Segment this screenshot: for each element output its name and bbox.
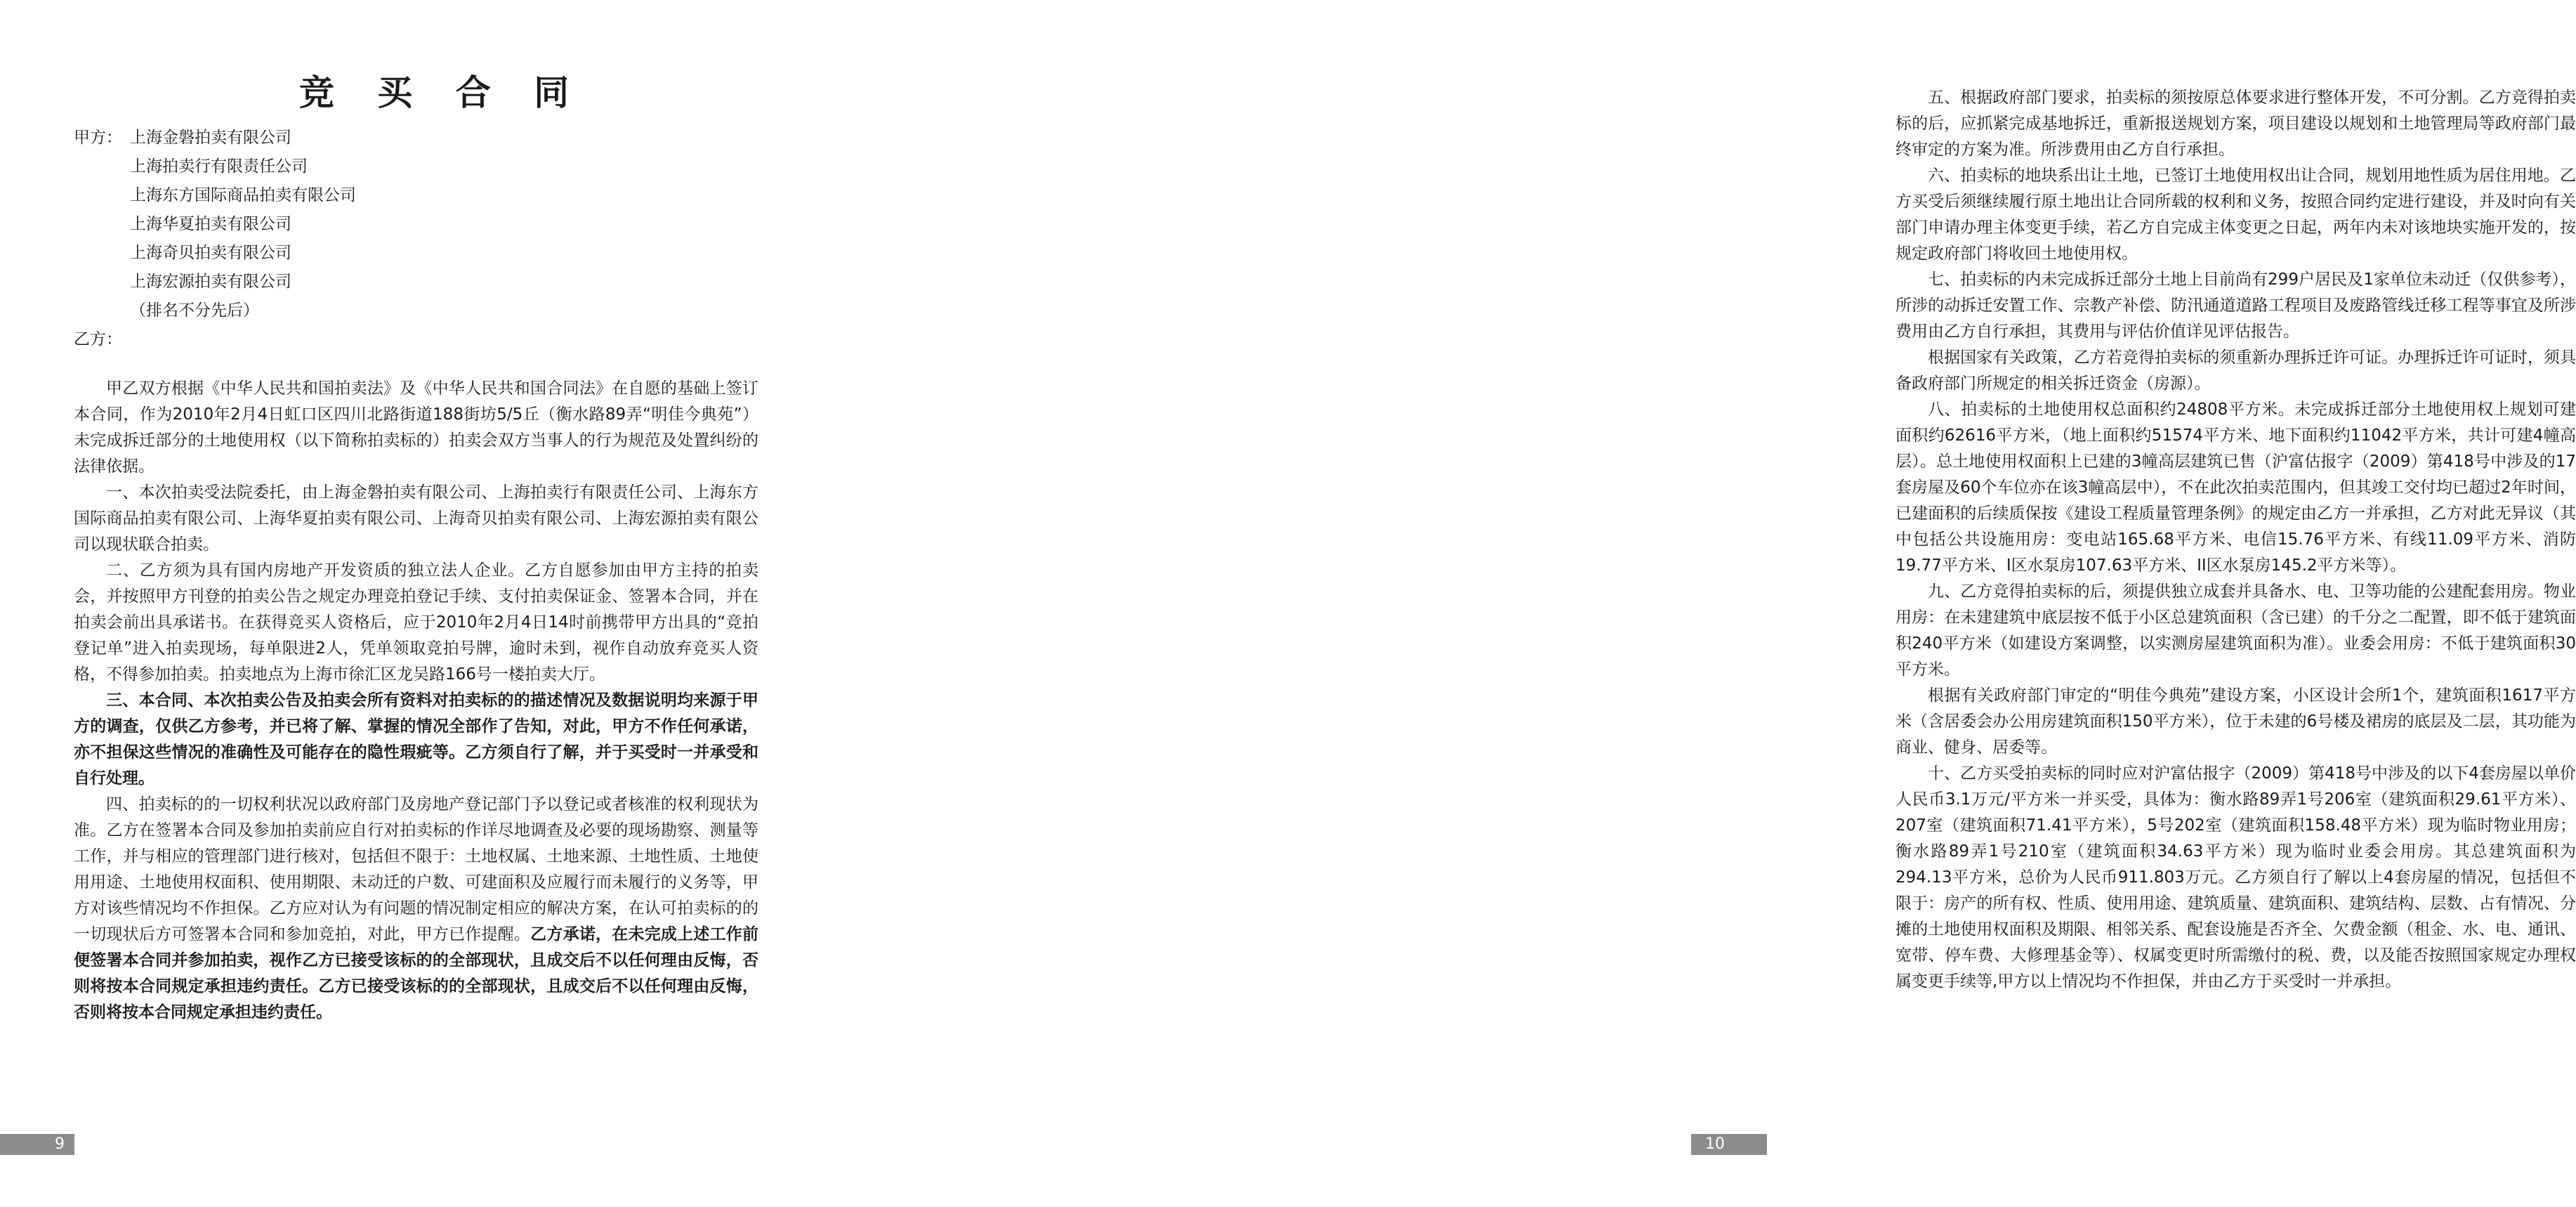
party-a-name: 上海拍卖行有限责任公司: [130, 157, 308, 176]
text-run: 二、乙方须为具有国内房地产开发资质的独立法人企业。乙方自愿参加由甲方主持的拍卖会，并按照甲方刊登的拍卖公告之规定办理竞拍登记手续、支付拍卖保证金、签署本合同，并在拍卖会前出具承诺书。在获得竞买人资格后，应于2010年2月4日14时前携带甲方出具的“竞拍登记单”进入拍卖现场，每单限进2人，凭单领取竞拍号牌，逾时未到，视作自动放弃竞买人资格，不得参加拍卖。拍卖地点为上海市徐汇区龙吴路166号一楼拍卖大厅。: [74, 561, 758, 684]
page-number-tab: 9: [0, 1134, 74, 1155]
contract-paragraph: [1895, 761, 2576, 995]
text-run: 根据国家有关政策，乙方若竞得拍卖标的须重新办理拆迁许可证。办理拆迁许可证时，须具备政府部门所规定的相关拆迁资金（房源）。: [1895, 348, 2576, 393]
right-page: [883, 0, 2576, 1207]
text-run: 根据有关政府部门审定的“明佳今典苑”建设方案，小区设计会所1个，建筑面积1617平方米（含居委会办公用房建筑面积150平方米），位于未建的6号楼及裙房的底层及二层，其功能为商业、健身、居委等。: [1895, 686, 2576, 757]
left-page: [0, 0, 883, 1207]
contract-paragraph: [74, 376, 758, 480]
contract-paragraph: [1895, 85, 2576, 163]
contract-paragraph: [74, 480, 758, 558]
text-run: 甲乙双方根据《中华人民共和国拍卖法》及《中华人民共和国合同法》在自愿的基础上签订本合同，作为2010年2月4日虹口区四川北路街道188街坊5/5丘（衡水路89弄“明佳今典苑”）未完成拆迁部分的土地使用权（以下简称拍卖标的）拍卖会双方当事人的行为规范及处置纠纷的法律依据。: [74, 379, 758, 476]
ranking-note: （排名不分先后）: [130, 301, 259, 320]
text-run: 七、拍卖标的内未完成拆迁部分土地上目前尚有299户居民及1家单位未动迁（仅供参考），所涉的动拆迁安置工作、宗教产补偿、防汛通道道路工程项目及废路管线迁移工程等事宜及所涉费用由乙方自行承担，其费用与评估价值详见评估报告。: [1895, 270, 2576, 341]
left-text-column: [74, 376, 758, 1026]
contract-paragraph: [1895, 683, 2576, 761]
contract-paragraph: [1895, 397, 2576, 579]
text-run: 四、拍卖标的的一切权利状况以政府部门及房地产登记部门予以登记或者核准的权利现状为准。乙方在签署本合同及参加拍卖前应自行对拍卖标的作详尽地调查及必要的现场勘察、测量等工作，并与相应的管理部门进行核对，包括但不限于：土地权属、土地来源、土地性质、土地使用用途、土地使用权面积、使用期限、未动迁的户数、可建面积及应履行而未履行的义务等，甲方对该些情况均不作担保。乙方应对认为有问题的情况制定相应的解决方案，在认可拍卖标的的一切现状后方可签署本合同和参加竞拍，对此，甲方已作提醒。: [74, 795, 758, 944]
text-run: 八、拍卖标的土地使用权总面积约24808平方米。未完成拆迁部分土地使用权上规划可建面积约62616平方米，（地上面积约51574平方米、地下面积约11042平方米，共计可建4幢高层）。总土地使用权面积上已建的3幢高层建筑已售（沪富估报字（2009）第418号中涉及的17套房屋及60个车位亦在该3幢高层中），不在此次拍卖范围内，但其竣工交付均已超过2年时间，已建面积的后续质保按《建设工程质量管理条例》的规定由乙方一并承担，乙方对此无异议（其中包括公共设施用房：变电站165.68平方米、电信15.76平方米、有线11.09平方米、消防19.77平方米、I区水泵房107.63平方米、II区水泵房145.2平方米等）。: [1895, 400, 2576, 575]
party-b-label: 乙方：: [74, 330, 122, 348]
party-a-name: 上海金磐拍卖有限公司: [130, 129, 291, 147]
text-run: 一、本次拍卖受法院委托，由上海金磐拍卖有限公司、上海拍卖行有限责任公司、上海东方国际商品拍卖有限公司、上海华夏拍卖有限公司、上海奇贝拍卖有限公司、上海宏源拍卖有限公司以现状联合拍卖。: [74, 483, 758, 554]
party-a-name: 上海宏源拍卖有限公司: [130, 273, 291, 291]
bold-text-run: 三、本合同、本次拍卖公告及拍卖会所有资料对拍卖标的的描述情况及数据说明均来源于甲方的调查，仅供乙方参考，并已将了解、掌握的情况全部作了告知，对此，甲方不作任何承诺，亦不担保这些情况的准确性及可能存在的隐性瑕疵等。乙方须自行了解，并于买受时一并承受和自行处理。: [74, 691, 758, 788]
text-run: 五、根据政府部门要求，拍卖标的须按原总体要求进行整体开发，不可分割。乙方竞得拍卖标的后，应抓紧完成基地拆迁，重新报送规划方案，项目建设以规划和土地管理局等政府部门最终审定的方案为准。所涉费用由乙方自行承担。: [1895, 89, 2576, 159]
bold-text-run: 乙方承诺，在未完成上述工作前便签署本合同并参加拍卖，视作乙方已接受该标的的全部现状，且成交后不以任何理由反悔，否则将按本合同规定承担违约责任。乙方已接受该标的的全部现状，且成交后不以任何理由反悔，否则将按本合同规定承担违约责任。: [74, 925, 759, 1022]
contract-paragraph: [1895, 163, 2576, 267]
document-title: 竞 买 合 同: [298, 72, 585, 113]
party-b-line: [74, 325, 776, 354]
parties-block: [74, 124, 776, 354]
contract-paragraph: [1895, 345, 2576, 397]
contract-paragraph: [1895, 267, 2576, 345]
party-a-line: [74, 124, 776, 152]
contract-paragraph: [74, 558, 758, 688]
contract-paragraph: [74, 688, 758, 792]
party-a-name: 上海奇贝拍卖有限公司: [130, 244, 291, 262]
text-run: 十、乙方买受拍卖标的同时应对沪富估报字（2009）第418号中涉及的以下4套房屋以单价人民币3.1万元/平方米一并买受，具体为：衡水路89弄1号206室（建筑面积29.61平方米）、207室（建筑面积71.41平方米），5号202室（建筑面积158.48平方米）现为临时物业用房；衡水路89弄1号210室（建筑面积34.63平方米）现为临时业委会用房。其总建筑面积为294.13平方米，总价为人民币911.803万元。乙方须自行了解以上4套房屋的情况，包括但不限于：房产的所有权、性质、使用用途、建筑质量、建筑面积、建筑结构、层数、占有情况、分摊的土地使用权面积及期限、相邻关系、配套设施是否齐全、欠费金额（租金、水、电、通讯、宽带、停车费、大修理基金等）、权属变更时所需缴付的税、费，以及能否按照国家规定办理权属变更手续等,甲方以上情况均不作担保，并由乙方于买受时一并承担。: [1895, 764, 2576, 991]
party-a-label: 甲方：: [74, 129, 122, 147]
party-a-name: 上海东方国际商品拍卖有限公司: [130, 186, 356, 204]
party-a-name: 上海华夏拍卖有限公司: [130, 215, 291, 233]
page-number-tab: 10: [1691, 1134, 1767, 1155]
contract-paragraph: [74, 792, 758, 1026]
right-text-column: [1895, 85, 2576, 995]
contract-paragraph: [1895, 579, 2576, 683]
text-run: 九、乙方竞得拍卖标的后，须提供独立成套并具备水、电、卫等功能的公建配套用房。物业用房：在未建建筑中底层按不低于小区总建筑面积（含已建）的千分之二配置，即不低于建筑面积240平方米（如建设方案调整，以实测房屋建筑面积为准）。业委会用房：不低于建筑面积30 平方米。: [1895, 582, 2576, 679]
text-run: 六、拍卖标的地块系出让土地，已签订土地使用权出让合同，规划用地性质为居住用地。乙方买受后须继续履行原土地出让合同所载的权利和义务，按照合同约定进行建设，并及时向有关部门申请办理主体变更手续，若乙方自完成主体变更之日起，两年内未对该地块实施开发的，按规定政府部门将收回土地使用权。: [1895, 167, 2576, 263]
